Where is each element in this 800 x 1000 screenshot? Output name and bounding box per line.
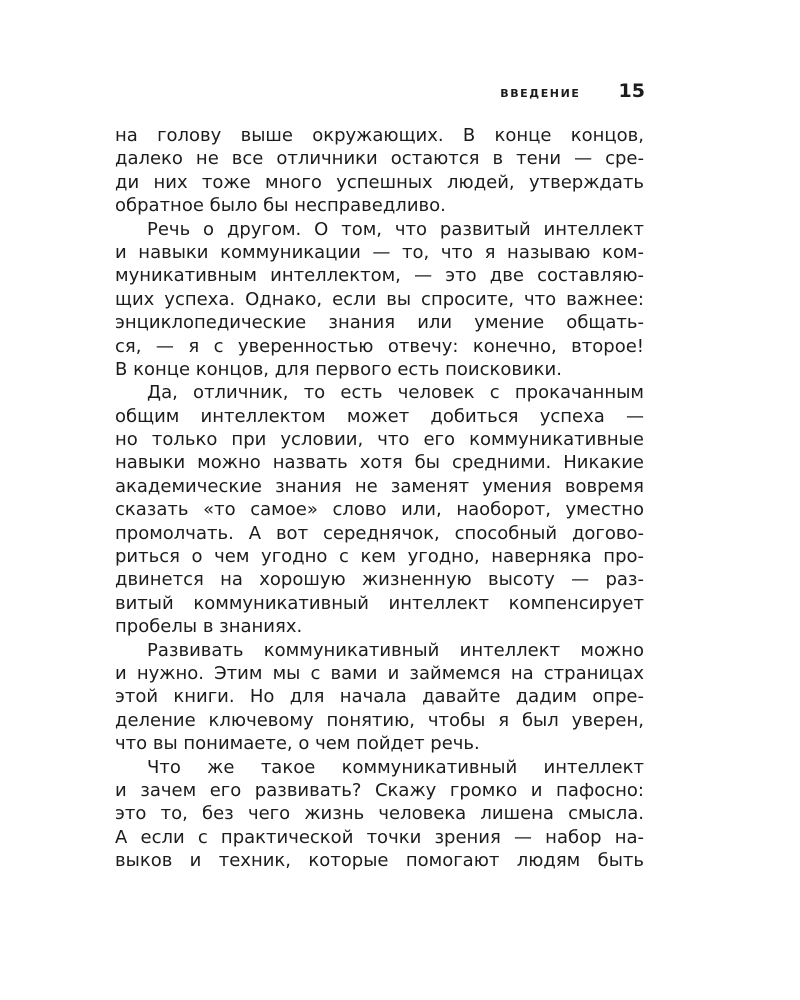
text-line: Речь о другом. О том, что развитый интеллект — [147, 218, 644, 240]
page-number: 15 — [618, 80, 645, 102]
text-line: В конце концов, для первого есть поисковики. — [115, 358, 562, 380]
text-line: Что же такое коммуникативный интеллект — [147, 756, 644, 778]
text-line: двинется на хорошую жизненную высоту — раз- — [115, 569, 644, 591]
text-line: Развивать коммуникативный интеллект можно — [147, 639, 644, 661]
text-line: деление ключевому понятию, чтобы я был уверен, — [115, 709, 644, 731]
text-line: и зачем его развивать? Скажу громко и пафосно: — [115, 779, 644, 801]
text-line: академические знания не заменят умения вовремя — [115, 475, 644, 497]
text-line: пробелы в знаниях. — [115, 616, 303, 638]
text-line: А если с практической точки зрения — набор на- — [115, 826, 644, 848]
text-line: энциклопедические знания или умение общать- — [115, 312, 644, 334]
section-title: ВВЕДЕНИЕ — [500, 87, 581, 100]
text-line: Да, отличник, то есть человек с прокачанным — [147, 382, 644, 404]
text-line: ся, — я с уверенностью отвечу: конечно, второе! — [115, 335, 644, 357]
text-line: навыки можно назвать хотя бы средними. Никакие — [115, 452, 644, 474]
text-line: промолчать. А вот середнячок, способный догово- — [115, 522, 644, 544]
text-line: витый коммуникативный интеллект компенсирует — [115, 592, 644, 614]
text-line: щих успеха. Однако, если вы спросите, что важнее: — [115, 288, 644, 310]
text-line: далеко не все отличники остаются в тени — сре- — [115, 148, 644, 170]
text-line: на голову выше окружающих. В конце концов, — [115, 125, 644, 146]
text-line: и навыки коммуникации — то, что я называю ком- — [115, 241, 644, 263]
text-line: муникативным интеллектом, — это две составляю- — [115, 265, 644, 287]
text-line: этой книги. Но для начала давайте дадим опре- — [115, 686, 644, 708]
text-line: и нужно. Этим мы с вами и займемся на страницах — [115, 662, 644, 684]
text-line: сказать «то самое» слово или, наоборот, уместно — [115, 499, 644, 521]
text-line: общим интеллектом может добиться успеха — — [115, 405, 644, 427]
text-line: это то, без чего жизнь человека лишена смысла. — [115, 803, 644, 825]
body-text — [115, 124, 644, 873]
running-header — [500, 80, 645, 102]
text-line: выков и техник, которые помогают людям быть — [115, 850, 644, 872]
text-line: что вы понимаете, о чем пойдет речь. — [115, 733, 480, 755]
text-line: но только при условии, что его коммуникативные — [115, 429, 644, 451]
text-line: обратное было бы несправедливо. — [115, 195, 446, 217]
text-line: риться о чем угодно с кем угодно, наверняка про- — [115, 546, 644, 568]
text-line: ди них тоже много успешных людей, утверждать — [115, 171, 644, 193]
